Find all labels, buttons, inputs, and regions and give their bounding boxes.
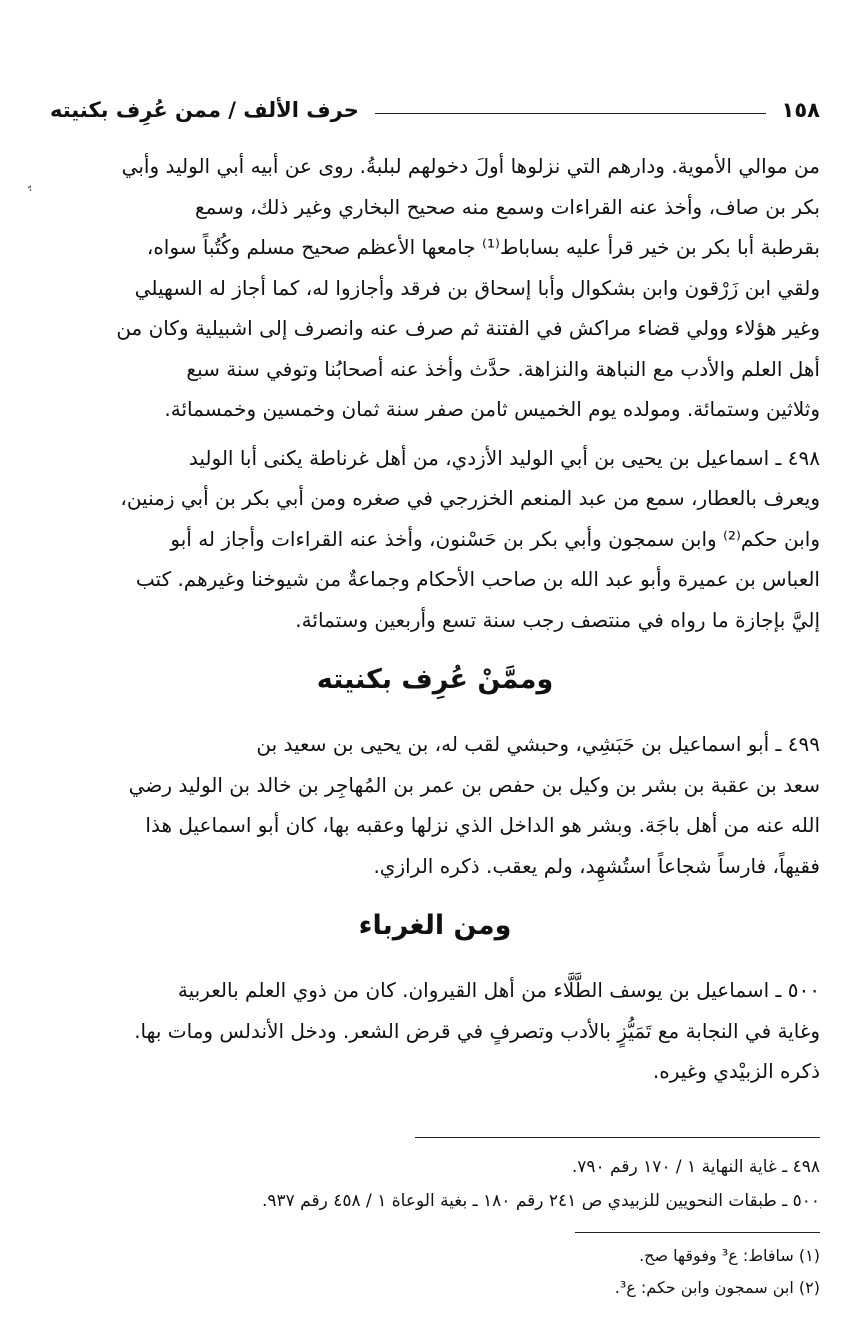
- text-line: أهل العلم والأدب مع النباهة والنزاهة. حدَّث وأخذ عنه أصحابُنا وتوفي سنة سبع: [186, 356, 820, 381]
- margin-mark: ﮨ: [28, 176, 32, 192]
- text-line: فقيهاً، فارساً شجاعاً استُشهِد، ولم يعقب. ذكره الرازي.: [373, 853, 820, 878]
- paragraph-500: [50, 970, 820, 1092]
- text-line: وثلاثين وستمائة. ومولده يوم الخميس ثامن صفر سنة ثمان وخمسين وخمسمائة.: [164, 397, 820, 421]
- text-line: بقرطبة أبا بكر بن خير قرأ عليه بساباط⁽¹⁾ جامعها الأعظم صحيح مسلم وكُتُباً سواه،: [146, 235, 820, 259]
- text-line: ذكره الزبيْدي وغيره.: [652, 1059, 820, 1083]
- footnote-line: (٢) ابن سمجون وابن حكم: ع³.: [614, 1278, 820, 1297]
- text-line: العباس بن عميرة وأبو عبد الله بن صاحب الأحكام وجماعةٌ من شيوخنا وغيرهم. كتب: [135, 567, 820, 591]
- text-line: سعد بن عقبة بن بشر بن وكيل بن حفص بن عمر بن المُهاجِر بن خالد بن الوليد رضي: [128, 772, 820, 797]
- paragraph-499: [50, 724, 820, 886]
- running-title: حرف الألف / ممن عُرِف بكنيته: [50, 98, 359, 122]
- reference-line: ٤٩٨ ـ غاية النهاية ١ / ١٧٠ رقم ٧٩٠.: [571, 1157, 820, 1177]
- main-text: [50, 146, 820, 1092]
- text-line: إليَّ بإجازة ما رواه في منتصف رجب سنة تسع وأربعين وستمائة.: [295, 607, 820, 632]
- header-rule: [375, 113, 766, 114]
- text-line: الله عنه من أهل باجَة. وبشر هو الداخل الذي نزلها وعقبه بها، كان أبو اسماعيل هذا: [145, 813, 820, 837]
- book-page: [50, 0, 820, 1341]
- text-line: ٥٠٠ ـ اسماعيل بن يوسف الطَّلَّاء من أهل القيروان. كان من ذوي العلم بالعربية: [177, 978, 820, 1002]
- text-line: بكر بن صاف، وأخذ عنه القراءات وسمع منه صحيح البخاري وغير ذلك، وسمع: [195, 194, 820, 219]
- text-line: ولقي ابن زَرْقون وابن بشكوال وأبا إسحاق بن فرقد وأجازوا له، كما أجاز له السهيلي: [134, 275, 820, 300]
- text-line: ٤٩٨ ـ اسماعيل بن يحيى بن أبي الوليد الأزدي، من أهل غرناطة يكنى أبا الوليد: [188, 445, 820, 470]
- section-title-strangers: ومن الغرباء: [358, 910, 512, 941]
- footnote-line: (١) سافاط: ع³ وفوقها صح.: [639, 1246, 820, 1265]
- references: [50, 1150, 820, 1218]
- reference-line: ٥٠٠ ـ طبقات النحويين للزبيدي ص ٢٤١ رقم ١٨٠ ـ بغية الوعاة ١ / ٤٥٨ رقم ٩٣٧.: [261, 1191, 820, 1211]
- text-line: ويعرف بالعطار، سمع من عبد المنعم الخزرجي في صغره ومن أبي بكر بن أبي زمنين،: [120, 486, 820, 510]
- references-divider: [415, 1137, 820, 1138]
- text-line: ٤٩٩ ـ أبو اسماعيل بن حَبَشِي، وحبشي لقب له، بن يحيى بن سعيد بن: [256, 732, 820, 756]
- page-number: ١٥٨: [781, 98, 820, 122]
- section-title-by-kunya: وممَّنْ عُرِف بكنيته: [316, 664, 554, 695]
- text-line: من موالي الأموية. ودارهم التي نزلوها أولَ دخولهم لبلبةُ. روى عن أبيه أبي الوليد وأبي: [121, 154, 820, 178]
- footnotes-divider: [575, 1232, 820, 1233]
- text-line: وابن حكم⁽²⁾ وابن سمجون وأبي بكر بن حَسْنون، وأخذ عنه القراءات وأجاز له أبو: [170, 526, 820, 551]
- page-header: [50, 92, 820, 128]
- paragraph-497-continued: [50, 146, 820, 430]
- text-line: وغير هؤلاء وولي قضاء مراكش في الفتنة ثم صرف عنه وانصرف إلى اشبيلية وكان من: [116, 316, 820, 340]
- paragraph-498: [50, 438, 820, 641]
- footnotes: [50, 1240, 820, 1304]
- text-line: وغاية في النجابة مع تَمَيُّزٍ بالأدب وتصرفٍ في قرض الشعر. ودخل الأندلس ومات بها.: [134, 1018, 820, 1043]
